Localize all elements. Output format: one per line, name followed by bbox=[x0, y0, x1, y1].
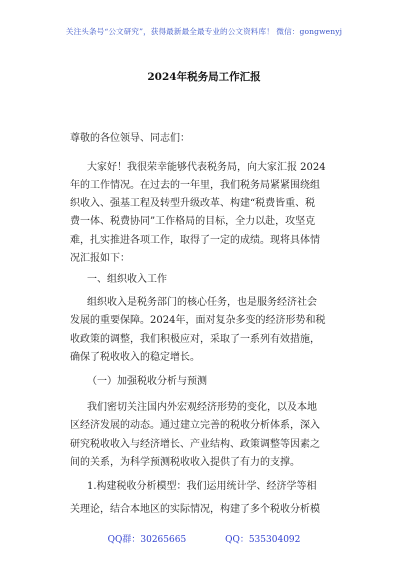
footer-qq: QQ：535304092 bbox=[225, 535, 301, 545]
intro-line: 费一体、税费协同”工作格局的目标，全力以赴，攻坚克 bbox=[70, 216, 316, 227]
intro-line: 织收入、强基工程及转型升级改革、构建“税费皆重、税 bbox=[70, 198, 316, 209]
subsection1-line: 间的关系，为科学预测税收收入提供了有力的支撑。 bbox=[70, 457, 300, 468]
subsection1-line: 区经济发展的动态。通过建立完善的税收分析体系，深入 bbox=[70, 420, 320, 431]
subsection1-line: 我们密切关注国内外宏观经济形势的变化，以及本地 bbox=[87, 402, 317, 413]
intro-line: 大家好！我很荣幸能够代表税务局，向大家汇报 2024 bbox=[87, 162, 326, 173]
section-heading: 一、组织收入工作 bbox=[87, 274, 167, 285]
intro-line: 年的工作情况。在过去的一年里，我们税务局紧紧围绕组 bbox=[70, 180, 320, 191]
section1-line: 收政策的调整，我们积极应对，采取了一系列有效措施， bbox=[70, 334, 320, 345]
salutation: 尊敬的各位领导、同志们： bbox=[70, 133, 190, 144]
section1-line: 组织收入是税务部门的核心任务，也是服务经济社会 bbox=[87, 297, 317, 308]
intro-line: 况汇报如下： bbox=[70, 253, 130, 264]
subsection1-line: 研究税收收入与经济增长、产业结构、政策调整等因素之 bbox=[70, 439, 320, 450]
footer-qq-group: QQ群：30265665 bbox=[107, 535, 187, 545]
footer bbox=[0, 532, 408, 545]
header-banner: 关注头条号“公文研究”，获得最新最全最专业的公文资料库！ 微信：gongwenyj bbox=[65, 27, 343, 36]
item1-line: 1.构建税收分析模型：我们运用统计学、经济学等相 bbox=[87, 481, 317, 492]
section1-line: 发展的重要保障。2024年，面对复杂多变的经济形势和税 bbox=[70, 315, 326, 326]
section1-line: 确保了税收收入的稳定增长。 bbox=[70, 352, 200, 363]
item1-line: 关理论，结合本地区的实际情况，构建了多个税收分析模 bbox=[70, 504, 320, 515]
document-title: 2024年税务局工作汇报 bbox=[147, 71, 261, 83]
subsection-heading: （一）加强税收分析与预测 bbox=[87, 376, 207, 387]
intro-line: 难，扎实推进各项工作，取得了一定的成绩。现将具体情 bbox=[70, 235, 320, 246]
